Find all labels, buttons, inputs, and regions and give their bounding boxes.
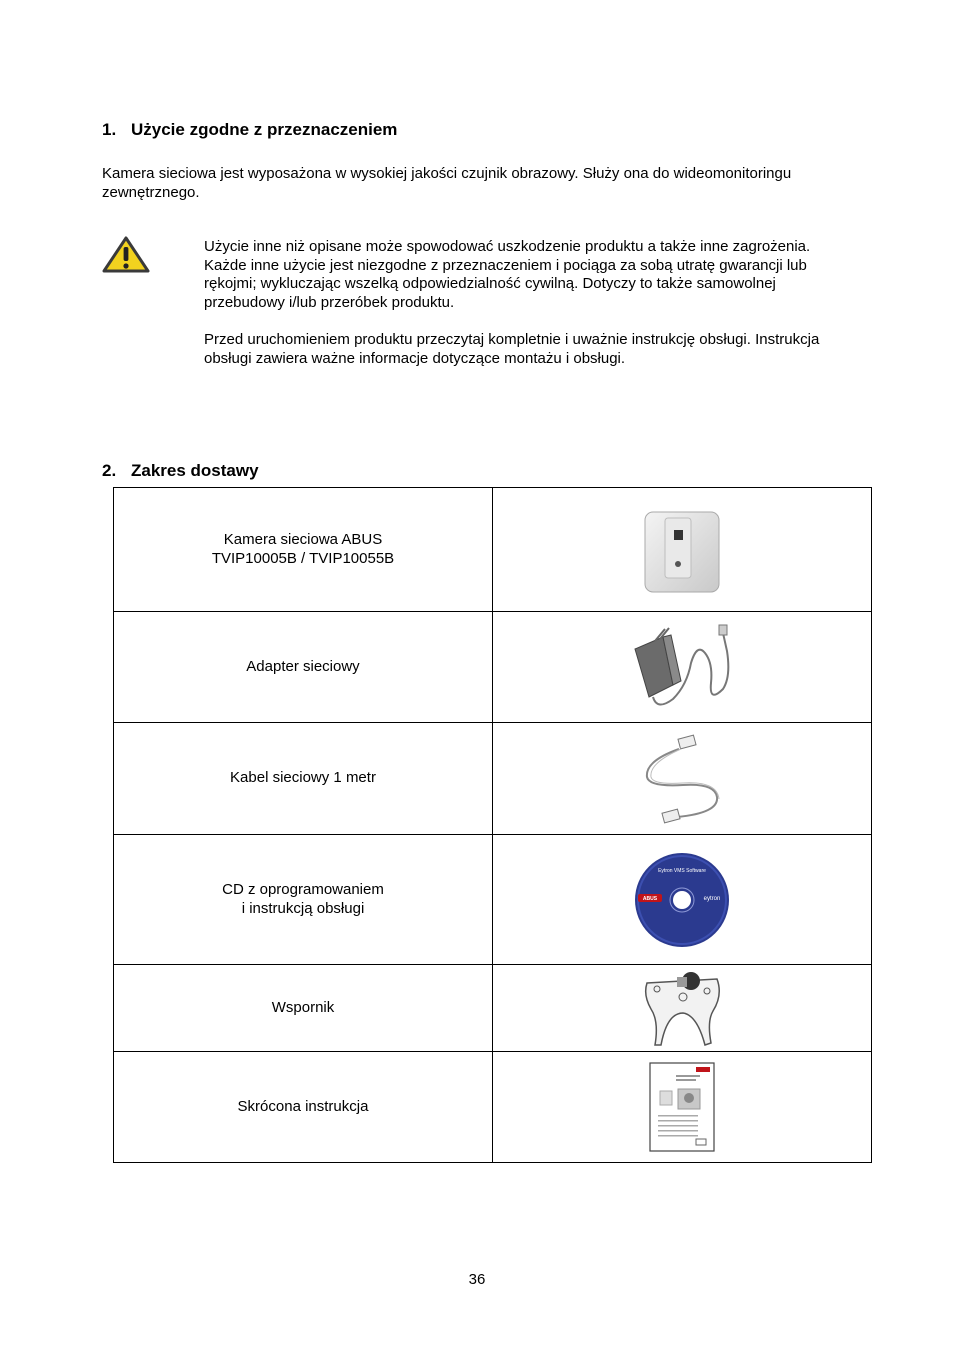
mounting-bracket-image — [637, 965, 727, 1051]
item-label-cell — [114, 1052, 493, 1163]
section-2-title: Zakres dostawy — [131, 461, 259, 480]
item-image-cell — [493, 1052, 872, 1163]
item-image-cell — [493, 723, 872, 835]
section-1-title: Użycie zgodne z przeznaczeniem — [131, 120, 398, 139]
cd-brand: ABUS — [642, 895, 658, 902]
intro-paragraph — [102, 165, 791, 202]
warning-line: Przed uruchomieniem produktu przeczytaj kompletnie i uważnie instrukcję obsługi. Instrukcja — [204, 331, 820, 348]
table-row — [114, 835, 872, 965]
item-label: Kamera sieciowa ABUS — [223, 531, 383, 548]
item-label: Wspornik — [271, 998, 335, 1016]
table-row — [114, 488, 872, 612]
item-label: Skrócona instrukcja — [237, 1097, 369, 1115]
warning-paragraph-2 — [204, 331, 819, 368]
intro-line: zewnętrznego. — [102, 183, 200, 201]
delivery-contents-table — [113, 487, 872, 1163]
intro-line: Kamera sieciowa jest wyposażona w wysokiej jakości czujnik obrazowy. Służy ona do wideomonitoringu — [102, 165, 792, 182]
item-label: TVIP10005B / TVIP10055B — [211, 549, 395, 567]
item-image-cell — [493, 965, 872, 1052]
table-row — [114, 1052, 872, 1163]
item-label-cell — [114, 723, 493, 835]
item-label: i instrukcją obsługi — [241, 899, 365, 917]
item-label-cell — [114, 612, 493, 723]
table-row — [114, 612, 872, 723]
warning-paragraph-1 — [204, 238, 810, 312]
section-2-number: 2. — [102, 461, 117, 480]
item-label: Adapter sieciowy — [246, 657, 360, 675]
item-label-cell — [114, 835, 493, 965]
item-image-cell — [493, 835, 872, 965]
section-1-number: 1. — [102, 120, 117, 139]
item-label: CD z oprogramowaniem — [222, 881, 384, 898]
cd-logo: eytron — [703, 895, 721, 902]
warning-triangle-icon — [102, 236, 150, 274]
item-image-cell — [493, 488, 872, 612]
warning-line: przebudowy i/lub przeróbek produktu. — [204, 293, 455, 311]
table-row — [114, 723, 872, 835]
software-cd-image — [632, 850, 732, 950]
item-label: Kabel sieciowy 1 metr — [230, 769, 376, 787]
warning-line: Każde inne użycie jest niezgodne z przeznaczeniem i pociąga za sobą utratę gwarancji lub — [204, 256, 807, 274]
quick-guide-image — [648, 1061, 716, 1153]
warning-line: rękojmi; wykluczając wszelką odpowiedzialność cywilną. Dotyczy to także samowolnej — [204, 275, 776, 292]
item-label-cell — [114, 488, 493, 612]
section-2-heading — [102, 462, 259, 481]
item-label-cell — [114, 965, 493, 1052]
section-1-heading — [102, 121, 397, 140]
table-row — [114, 965, 872, 1052]
page-number: 36 — [468, 1271, 486, 1288]
cd-title: Eytron VMS Software — [658, 867, 706, 874]
item-image-cell — [493, 612, 872, 723]
network-cable-image — [637, 731, 727, 827]
network-camera-image — [637, 502, 727, 598]
warning-line: Użycie inne niż opisane może spowodować uszkodzenie produktu a także inne zagrożenia. — [204, 238, 811, 255]
warning-line: obsługi zawiera ważne informacje dotyczące montażu i obsługi. — [204, 349, 626, 367]
power-adapter-image — [627, 619, 737, 715]
